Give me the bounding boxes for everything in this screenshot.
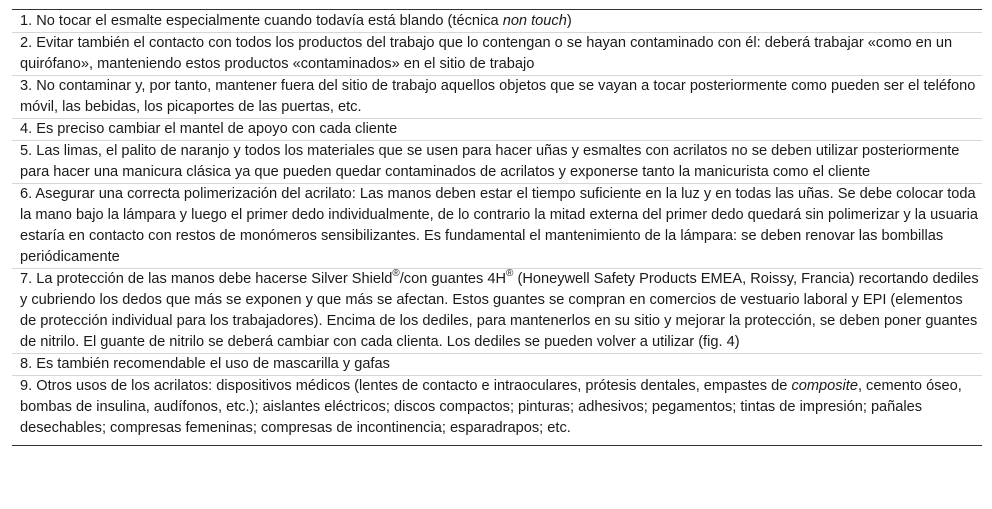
registered-mark: ® [506, 268, 514, 280]
table-row [12, 376, 982, 446]
table-cell-3: 3. No contaminar y, por tanto, mantener fuera del sitio de trabajo aquellos objetos que se vayan a tocar posteriormente como pueden ser el teléfono móvil, las bebidas, los picaportes de las puertas, etc. [12, 76, 982, 119]
table-cell-7: 7. La protección de las manos debe hacerse Silver Shield®/con guantes 4H® (Honeywell Safety Products EMEA, Roissy, Francia) recortando dediles y cubriendo los dedos que más se exponen y que más se afectan. Estos guantes se compran en comercios de vestuario laboral y EPI (elementos de protección individual para los trabajadores). Encima de los dediles, para mantenerlos en su sitio y mejorar la protección, se deben poner guantes de nitrilo. El guante de nitrilo se deberá cambiar con cada clienta. Los dediles se pueden volver a utilizar (fig. 4) [12, 269, 982, 354]
table-cell-5: 5. Las limas, el palito de naranjo y todos los materiales que se usen para hacer uñas y esmaltes con acrilatos no se deben utilizar posteriormente para hacer una manicura clásica ya que pueden quedar contaminados de acrilatos y exponerse tanto la manicurista como el cliente [12, 141, 982, 184]
table-cell-4: 4. Es preciso cambiar el mantel de apoyo con cada cliente [12, 119, 982, 141]
table-cell-2: 2. Evitar también el contacto con todos los productos del trabajo que lo contengan o se hayan contaminado con él: deberá trabajar «como en un quirófano», manteniendo estos productos «contaminados» en el sitio de trabajo [12, 33, 982, 76]
italic-term: non touch [502, 13, 567, 29]
recommendations-table [12, 9, 982, 446]
table-cell-9: 9. Otros usos de los acrilatos: dispositivos médicos (lentes de contacto e intraoculares, prótesis dentales, empastes de composite, cemento óseo, bombas de insulina, audífonos, etc.); aislantes eléctricos; discos compactos; pinturas; adhesivos; pegamentos; tintas de impresión; pañales desechables; compresas femeninas; compresas de incontinencia; esparadrapos; etc. [12, 376, 982, 446]
table-row [12, 354, 982, 376]
table-row [12, 10, 982, 33]
table-row [12, 184, 982, 269]
table-row [12, 269, 982, 354]
table-cell-8: 8. Es también recomendable el uso de mascarilla y gafas [12, 354, 982, 376]
recommendations-table-container [12, 9, 982, 446]
italic-term: composite [791, 378, 858, 394]
table-cell-6: 6. Asegurar una correcta polimerización del acrilato: Las manos deben estar el tiempo suficiente en la luz y en todas las uñas. Se debe colocar toda la mano bajo la lámpara y luego el primer dedo individualmente, de lo contrario la mitad externa del primer dedo quedará sin polimerizar y la usuaria estaría en contacto con restos de monómeros sensibilizantes. Es fundamental el mantenimiento de la lámpara: se deben renovar las bombillas periódicamente [12, 184, 982, 269]
table-cell-1: 1. No tocar el esmalte especialmente cuando todavía está blando (técnica non touch) [20, 13, 572, 29]
table-row [12, 141, 982, 184]
registered-mark: ® [392, 268, 400, 280]
table-row [12, 119, 982, 141]
table-row [12, 76, 982, 119]
table-row [12, 33, 982, 76]
